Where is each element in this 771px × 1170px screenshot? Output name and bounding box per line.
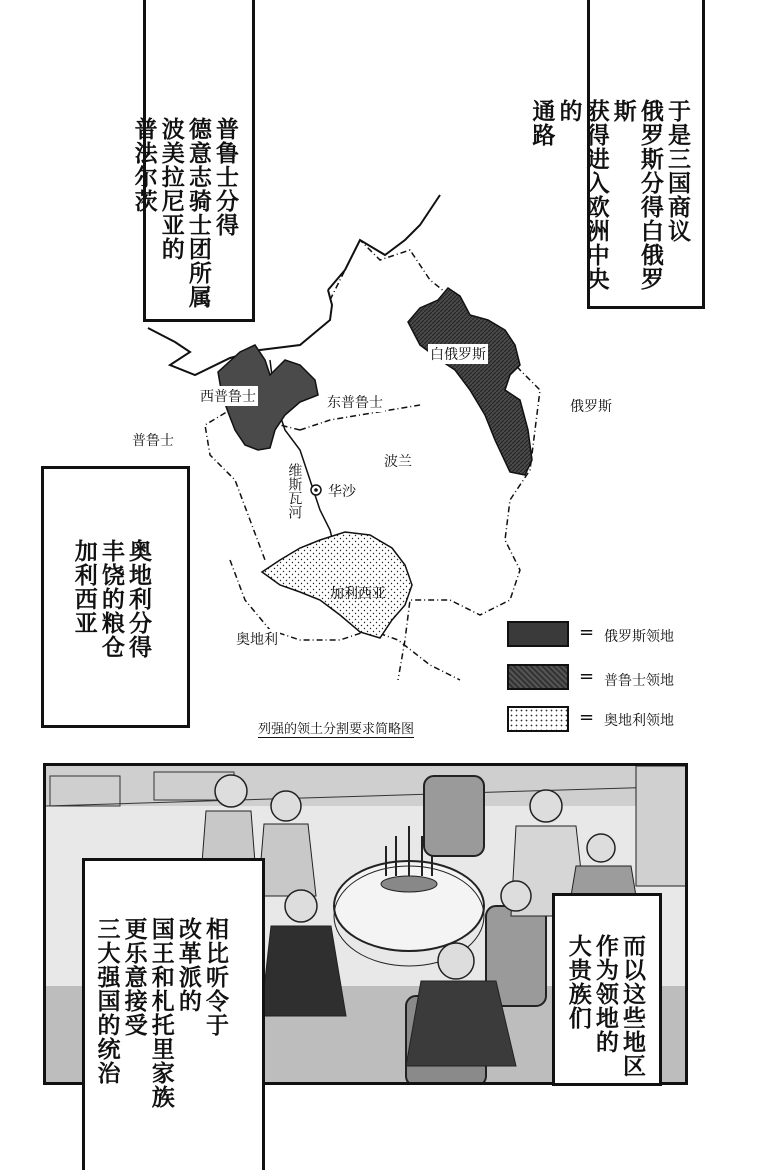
legend-label-austria: 奥地利领地	[604, 713, 674, 729]
label-east-prussia: 东普鲁士	[325, 392, 385, 412]
legend-swatch-austria	[507, 706, 569, 732]
legend-label-prussia: 普鲁士领地	[604, 673, 674, 689]
russian-territory	[408, 288, 532, 475]
legend-equals: =	[579, 666, 595, 687]
label-vistula: 维斯瓦河	[284, 463, 303, 519]
caption-box-great-nobles	[552, 893, 662, 1086]
legend-swatch-russia	[507, 621, 569, 647]
northern-border	[328, 195, 440, 290]
caption-box-russia	[528, 0, 705, 309]
legend-label-russia: 俄罗斯领地	[604, 629, 674, 645]
caption-box-nobles	[82, 858, 265, 1170]
caption-box-prussia	[130, 0, 255, 322]
caption-text: 于是三国商议 俄罗斯分得白俄罗斯 获得进入欧洲中央的 通路	[528, 99, 690, 291]
caption-text: 普鲁士分得 德意志骑士团所属 波美拉尼亚的 普法尔茨	[130, 117, 238, 309]
label-belarus: 白俄罗斯	[428, 344, 488, 364]
caption-text: 相比听令于 改革派的 国王和札托里家族 更乐意接受 三大强国的统治	[93, 917, 228, 1109]
label-poland: 波兰	[382, 451, 414, 471]
label-prussia: 普鲁士	[130, 430, 176, 450]
label-austria: 奥地利	[234, 629, 280, 649]
caption-text: 而以这些地区 作为领地的 大贵族们	[564, 934, 645, 1078]
legend-equals: =	[579, 622, 595, 643]
label-warsaw: 华沙	[326, 481, 358, 501]
label-galicia: 加利西亚	[330, 586, 386, 602]
label-russia: 俄罗斯	[568, 396, 614, 416]
legend-equals: =	[579, 707, 595, 728]
caption-text: 奥地利分得 丰饶的粮仓 加利西亚	[70, 539, 151, 659]
label-west-prussia: 西普鲁士	[198, 386, 258, 406]
caption-box-austria	[41, 466, 190, 728]
map-caption: 列强的领土分割要求简略图	[258, 718, 414, 738]
legend-swatch-prussia	[507, 664, 569, 690]
